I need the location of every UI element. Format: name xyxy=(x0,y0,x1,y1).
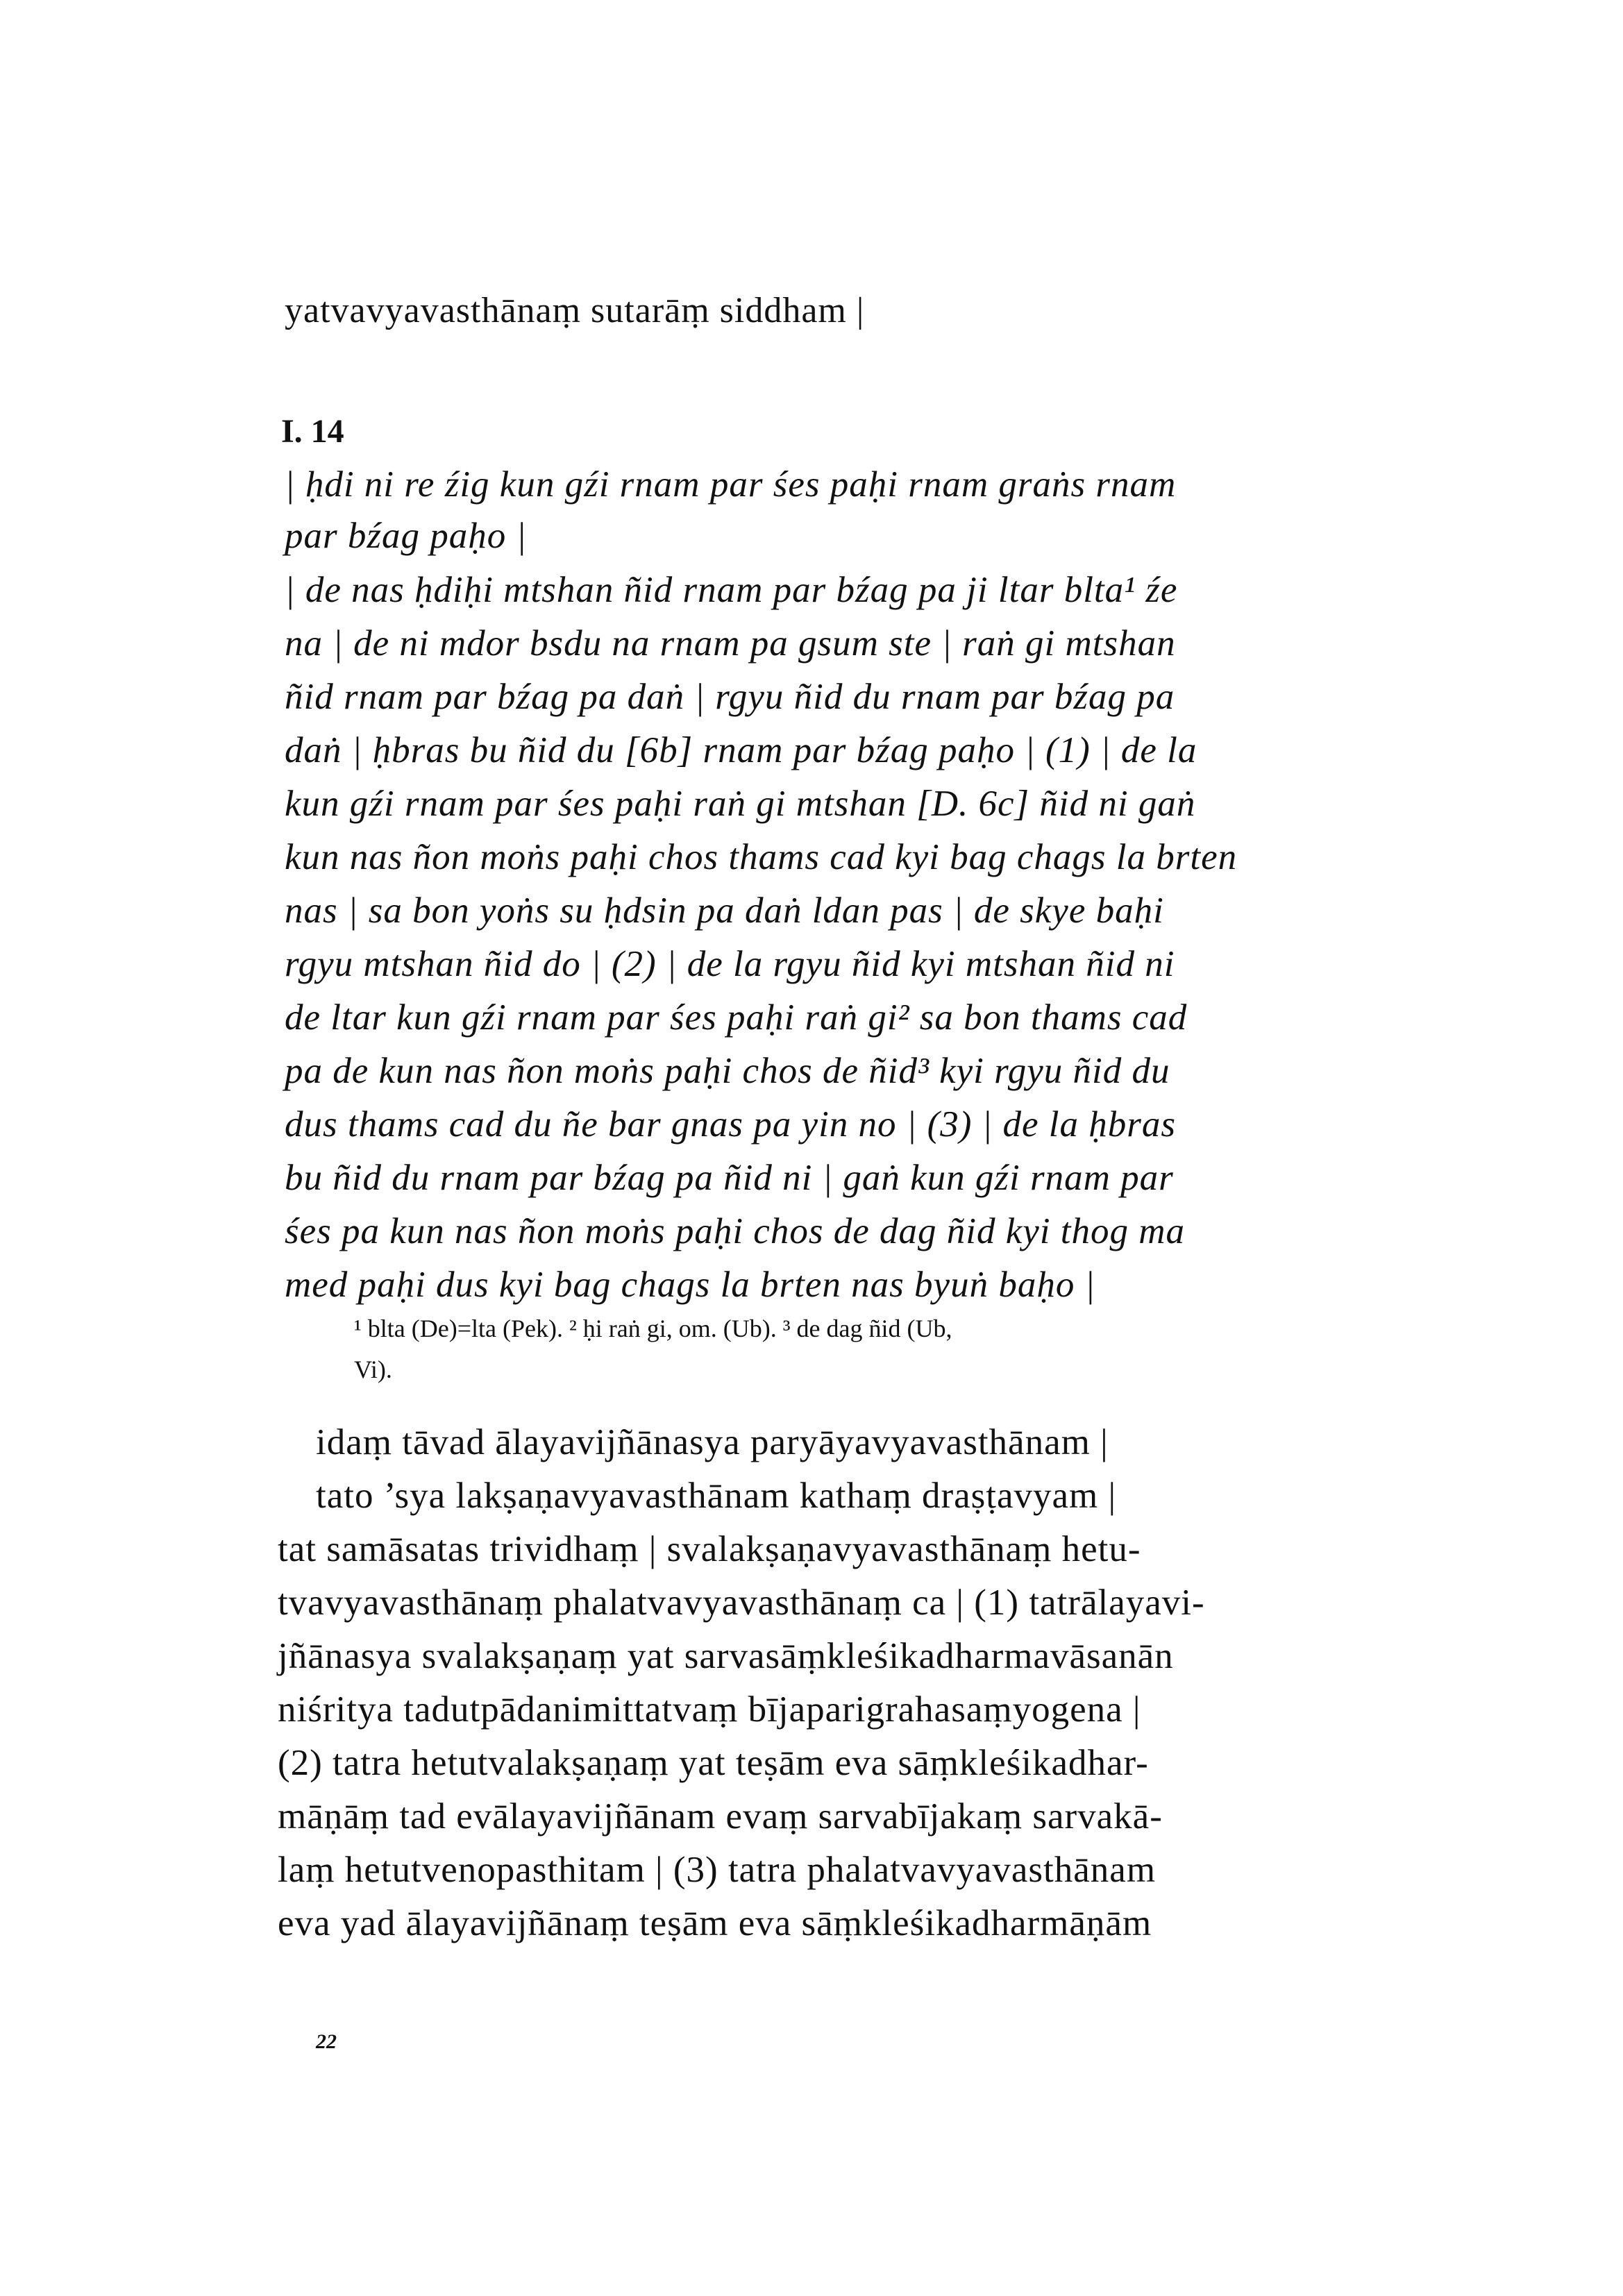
sanskrit-line: idaṃ tāvad ālayavijñānasya paryāyavyavasthānam | xyxy=(316,1422,1109,1462)
tibetan-line: ñid rnam par bźag pa daṅ | rgyu ñid du rnam par bźag pa xyxy=(285,677,1175,717)
page-number: 22 xyxy=(316,2030,337,2053)
tibetan-line: par bźag paḥo | xyxy=(285,516,528,556)
sanskrit-line: niśritya tadutpādanimittatvaṃ bījaparigrahasaṃyogena | xyxy=(278,1689,1141,1730)
tibetan-line: pa de kun nas ñon moṅs paḥi chos de ñid³ kyi rgyu ñid du xyxy=(285,1051,1170,1091)
tibetan-line: bu ñid du rnam par bźag pa ñid ni | gaṅ kun gźi rnam par xyxy=(285,1158,1174,1198)
section-label: I. 14 xyxy=(281,413,344,450)
sanskrit-line: tato ’sya lakṣaṇavyavasthānam kathaṃ draṣṭavyam | xyxy=(316,1476,1117,1516)
sanskrit-line: tvavyavasthānaṃ phalatvavyavasthānaṃ ca | (1) tatrālayavi- xyxy=(278,1582,1205,1623)
sanskrit-line: laṃ hetutvenopasthitam | (3) tatra phalatvavyavasthānam xyxy=(278,1850,1157,1890)
tibetan-line: de ltar kun gźi rnam par śes paḥi raṅ gi² sa bon thams cad xyxy=(285,997,1188,1038)
tibetan-line: nas | sa bon yoṅs su ḥdsin pa daṅ ldan pas | de skye baḥi xyxy=(285,890,1164,931)
tibetan-line: med paḥi dus kyi bag chags la brten nas byuṅ baḥo | xyxy=(285,1265,1096,1305)
sanskrit-line: (2) tatra hetutvalakṣaṇaṃ yat teṣām eva sāṃkleśikadhar- xyxy=(278,1743,1149,1783)
tibetan-line: | ḥdi ni re źig kun gźi rnam par śes paḥi rnam graṅs rnam xyxy=(285,464,1177,505)
tibetan-line: | de nas ḥdiḥi mtshan ñid rnam par bźag pa ji ltar blta¹ źe xyxy=(285,570,1178,610)
sanskrit-line: tat samāsatas trividhaṃ | svalakṣaṇavyavasthānaṃ hetu- xyxy=(278,1529,1141,1569)
footnote-line: Vi). xyxy=(354,1356,392,1383)
sanskrit-line: jñānasya svalakṣaṇaṃ yat sarvasāṃkleśikadharmavāsanān xyxy=(278,1636,1174,1676)
tibetan-line: daṅ | ḥbras bu ñid du [6b] rnam par bźag paḥo | (1) | de la xyxy=(285,730,1197,770)
tibetan-line: dus thams cad du ñe bar gnas pa yin no | (3) | de la ḥbras xyxy=(285,1104,1176,1145)
top-line: yatvavyavasthānaṃ sutarāṃ siddham | xyxy=(285,291,865,330)
footnote-line: ¹ blta (De)=lta (Pek). ² ḥi raṅ gi, om. (Ub). ³ de dag ñid (Ub, xyxy=(354,1315,952,1342)
tibetan-line: kun gźi rnam par śes paḥi raṅ gi mtshan [D. 6c] ñid ni gaṅ xyxy=(285,784,1196,824)
tibetan-line: rgyu mtshan ñid do | (2) | de la rgyu ñid kyi mtshan ñid ni xyxy=(285,944,1175,984)
tibetan-line: na | de ni mdor bsdu na rnam pa gsum ste | raṅ gi mtshan xyxy=(285,623,1176,664)
tibetan-line: śes pa kun nas ñon moṅs paḥi chos de dag ñid kyi thog ma xyxy=(285,1211,1185,1251)
sanskrit-line: eva yad ālayavijñānaṃ teṣām eva sāṃkleśikadharmāṇām xyxy=(278,1903,1152,1943)
sanskrit-line: māṇāṃ tad evālayavijñānam evaṃ sarvabījakaṃ sarvakā- xyxy=(278,1796,1163,1837)
tibetan-line: kun nas ñon moṅs paḥi chos thams cad kyi bag chags la brten xyxy=(285,837,1238,877)
